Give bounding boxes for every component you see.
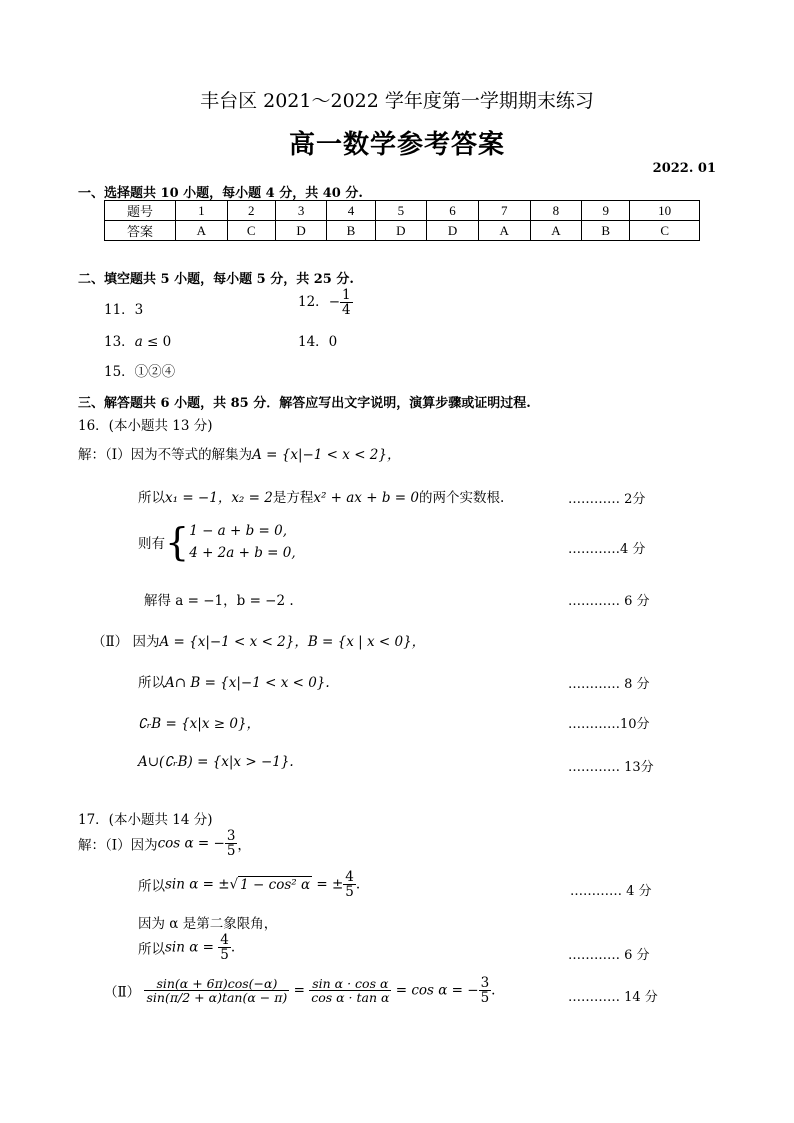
answer-14: 14．0	[298, 334, 338, 350]
q16-roots: x₁ = −1，x₂ = 2	[165, 490, 273, 506]
q17-part1-label: 解：（Ⅰ）因为	[78, 837, 158, 854]
table-cell: 5	[375, 201, 427, 221]
q16-score-5: …………10分	[568, 717, 650, 732]
q16-part2	[92, 630, 425, 650]
row-label: 题号	[105, 201, 176, 221]
answer-table	[104, 200, 700, 241]
q17-score-3: ………… 14 分	[568, 990, 658, 1005]
table-cell: 4	[327, 201, 375, 221]
exam-title: 丰台区 2021～2022 学年度第一学期期末练习	[200, 90, 594, 112]
q16-intersection-math: A∩ B = {x|−1 < x < 0}.	[165, 675, 330, 691]
q17-frac2-den: cos α · tan α	[311, 990, 390, 1006]
q17-sin-value: 所以sin α = $\frac{4}{5}$ .	[138, 932, 236, 964]
answer-12-sign: −	[328, 294, 340, 311]
q16-intersection	[138, 671, 330, 691]
q16-score-4: ………… 8 分	[568, 677, 650, 692]
table-cell: A	[478, 221, 530, 241]
q16-system	[138, 520, 296, 564]
section1-heading: 一、选择题共 10 小题，每小题 4 分，共 40 分.	[78, 186, 363, 201]
table-cell: 3	[275, 201, 327, 221]
q16-eq2: 4 + 2a + b = 0,	[189, 545, 296, 561]
q17-frac1-den: sin(π/2 + α)tan(α − π)	[146, 990, 288, 1006]
q17-sin-den: 5	[345, 884, 354, 901]
answer-12-numerator: 1	[342, 287, 351, 303]
q16-line2-text2: 是方程	[272, 490, 314, 506]
table-cell: C	[227, 221, 275, 241]
q17-title: 17．(本小题共 14 分)	[78, 812, 213, 828]
answer-11: 11．3	[104, 302, 144, 318]
q17-sin-num: 4	[345, 869, 354, 885]
q16-part2-label: （Ⅱ） 因为	[92, 634, 160, 650]
answer-13-label: 13．	[104, 334, 135, 350]
table-cell: 2	[227, 201, 275, 221]
section3-heading: 三、解答题共 6 小题，共 85 分．解答应写出文字说明，演算步骤或证明过程.	[78, 396, 531, 411]
q16-score-6: ………… 13分	[568, 760, 654, 775]
q17-line2-text: 所以	[138, 878, 165, 895]
exam-date: 2022. 01	[652, 161, 716, 176]
q17-cos-den: 5	[226, 843, 236, 860]
q16-part1	[78, 443, 400, 463]
q16-eq1: 1 − a + b = 0,	[189, 523, 288, 539]
q17-part1: 解：（Ⅰ）因为cos α = − $\frac{3}{5}$ ，	[78, 828, 251, 860]
q17-result: = cos α = −	[391, 982, 479, 999]
brace-icon: {	[165, 520, 190, 564]
table-cell: 7	[478, 201, 530, 221]
q16-solution: 解得 a = −1，b = −2 .	[144, 593, 294, 609]
q16-line6-text: 所以	[138, 675, 165, 691]
section2-heading: 二、填空题共 5 小题，每小题 5 分，共 25 分.	[78, 272, 354, 287]
q16-part1-label: 解：（Ⅰ）因为不等式的解集为	[78, 447, 253, 463]
table-cell: A	[176, 221, 228, 241]
table-cell: 1	[176, 201, 228, 221]
table-cell: A	[530, 221, 582, 241]
q16-score-1: ………… 2分	[568, 492, 646, 507]
q16-line2-text3: 的两个实数根.	[418, 490, 505, 506]
table-cell: 9	[582, 201, 630, 221]
q17-score-1: ………… 4 分	[570, 884, 652, 899]
answer-12	[298, 288, 353, 317]
q17-sin-value-den: 5	[220, 947, 229, 964]
q17-frac1-num: sin(α + 6π)cos(−α)	[144, 977, 289, 991]
q17-cos-num: 3	[226, 828, 236, 844]
answer-12-label: 12．	[298, 294, 329, 311]
q16-title: 16．(本小题共 13 分)	[78, 418, 213, 434]
row-label: 答案	[105, 221, 176, 241]
table-cell: 6	[427, 201, 479, 221]
q16-union: A∪(∁ᵣB) = {x|x > −1}.	[138, 754, 294, 770]
answer-15: 15．①②④	[104, 364, 176, 380]
q17-frac2-num: sin α · cos α	[309, 977, 391, 991]
q16-equation: x² + ax + b = 0	[313, 490, 419, 506]
q16-set-a: A = {x|−1 < x < 2}，	[252, 447, 401, 463]
table-cell: D	[275, 221, 327, 241]
q16-line2	[138, 486, 504, 506]
q17-quadrant: 因为 α 是第二象限角，	[138, 916, 278, 932]
table-cell: D	[375, 221, 427, 241]
q17-part2: （Ⅱ） $\frac{\sin(\alpha + 6\pi)\cos(-\alpha)}{\sin(\pi/2 + \alpha)\tan(\alpha - \pi)}$ = $\frac{\text{sin α · cos α}}{\text{cos α · tan α}}$ = cos α = − $\frac{3}{5}$ .	[104, 975, 496, 1007]
q17-part2-label: （Ⅱ）	[104, 984, 141, 1001]
table-row-answers	[105, 221, 700, 241]
table-cell: B	[327, 221, 375, 241]
q16-sets: A = {x|−1 < x < 2}，B = {x | x < 0}，	[159, 634, 426, 650]
table-cell: C	[630, 221, 700, 241]
table-cell: D	[427, 221, 479, 241]
answer-13-var: a	[134, 334, 143, 350]
q16-system-label: 则有	[138, 536, 165, 552]
q16-complement: ∁ᵣB = {x|x ≥ 0}，	[138, 716, 261, 732]
q17-root: 1 − cos² α	[240, 876, 311, 893]
q17-sin: sin α =	[165, 939, 219, 956]
table-cell: 8	[530, 201, 582, 221]
q17-result-den: 5	[480, 990, 490, 1007]
answer-key-title: 高一数学参考答案	[288, 130, 505, 160]
answer-12-denominator: 4	[342, 302, 351, 319]
q17-pm: = ±	[312, 876, 344, 893]
q17-line4-text: 所以	[138, 941, 165, 958]
answer-13	[104, 330, 171, 350]
q17-score-2: ………… 6 分	[568, 948, 650, 963]
q16-score-2: …………4 分	[568, 542, 646, 557]
table-cell: 10	[630, 201, 700, 221]
q17-sin-expr: sin α = ±√	[165, 876, 239, 893]
table-cell: B	[582, 221, 630, 241]
answer-13-rest: ≤ 0	[142, 334, 172, 350]
q16-line2-text: 所以	[138, 490, 165, 506]
q17-sin-range: 所以sin α = ±√ 1 − cos² α = ± $\frac{4}{5}$ .	[138, 869, 361, 901]
table-row-numbers	[105, 201, 700, 221]
q17-result-num: 3	[480, 975, 490, 991]
q17-cos: cos α = −	[157, 835, 225, 852]
q17-sin-value-num: 4	[220, 932, 229, 948]
q16-score-3: ………… 6 分	[568, 594, 650, 609]
